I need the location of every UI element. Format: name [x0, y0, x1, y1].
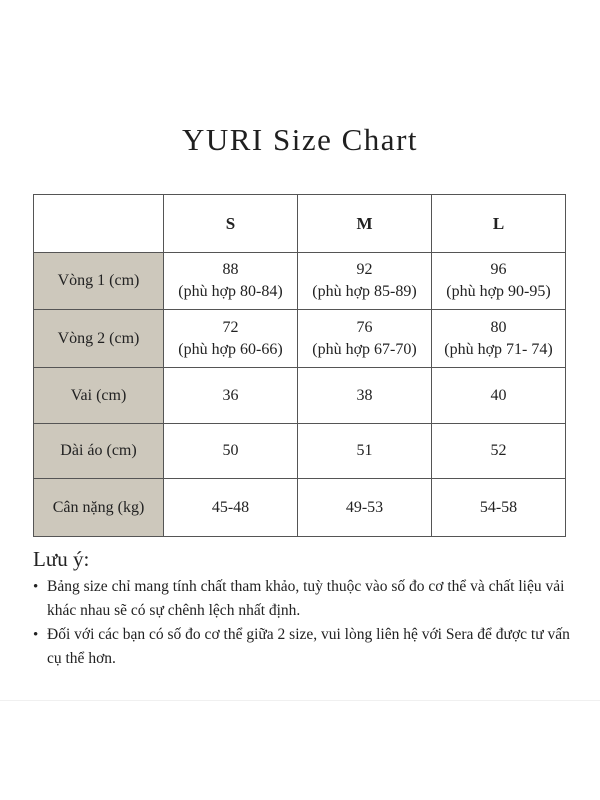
bullet-icon: • — [33, 579, 39, 595]
notes-section — [33, 545, 573, 671]
page-title: YURI Size Chart — [181, 122, 419, 157]
row-label-waist: Vòng 2 (cm) — [34, 310, 164, 368]
cell-fit-range: (phù hợp 60-66) — [178, 340, 283, 358]
note-item — [33, 575, 573, 623]
notes-title: Lưu ý: — [33, 547, 90, 571]
cell-waist-m — [298, 310, 432, 368]
cell-value: 76 — [356, 318, 373, 336]
cell-bust-l — [432, 253, 566, 310]
cell-waist-l — [432, 310, 566, 368]
header-size-m: M — [298, 195, 432, 253]
cell-value: 92 — [356, 261, 373, 278]
cell-shoulder-m: 38 — [298, 368, 432, 424]
cell-bust-s — [164, 253, 298, 310]
cell-weight-m: 49-53 — [298, 479, 432, 537]
bottom-divider — [0, 700, 600, 701]
note-text: Bảng size chỉ mang tính chất tham khảo, tuỳ thuộc vào số đo cơ thể và chất liệu vải khác nhau sẽ có sự chênh lệch nhất định. — [47, 578, 565, 619]
cell-weight-s: 45-48 — [164, 479, 298, 537]
table-header-row — [34, 195, 566, 253]
header-size-s: S — [164, 195, 298, 253]
cell-fit-range: (phù hợp 90-95) — [446, 283, 551, 300]
cell-fit-range: (phù hợp 67-70) — [312, 340, 417, 358]
cell-fit-range: (phù hợp 85-89) — [312, 283, 417, 300]
table-row-bust — [34, 253, 566, 310]
table-row-length — [34, 424, 566, 479]
table-row-waist — [34, 310, 566, 368]
size-chart-table — [33, 194, 566, 537]
cell-waist-s — [164, 310, 298, 368]
row-label-length: Dài áo (cm) — [34, 424, 164, 479]
table-row-weight — [34, 479, 566, 537]
cell-length-s: 50 — [164, 424, 298, 479]
cell-shoulder-l: 40 — [432, 368, 566, 424]
cell-value: 88 — [222, 261, 239, 278]
cell-length-l: 52 — [432, 424, 566, 479]
bullet-icon: • — [33, 627, 39, 643]
cell-fit-range: (phù hợp 80-84) — [178, 283, 283, 300]
cell-value: 80 — [490, 318, 507, 336]
header-size-l: L — [432, 195, 566, 253]
cell-weight-l: 54-58 — [432, 479, 566, 537]
cell-value: 72 — [222, 318, 239, 336]
cell-fit-range: (phù hợp 71- 74) — [444, 340, 553, 358]
note-text: Đối với các bạn có số đo cơ thể giữa 2 size, vui lòng liên hệ với Sera để được tư vấn cụ thể hơn. — [47, 626, 570, 667]
row-label-shoulder: Vai (cm) — [34, 368, 164, 424]
cell-shoulder-s: 36 — [164, 368, 298, 424]
cell-bust-m — [298, 253, 432, 310]
row-label-bust: Vòng 1 (cm) — [34, 253, 164, 310]
table-row-shoulder — [34, 368, 566, 424]
header-empty-cell — [34, 195, 164, 253]
cell-value: 96 — [490, 261, 507, 278]
note-item — [33, 623, 573, 671]
cell-length-m: 51 — [298, 424, 432, 479]
row-label-weight: Cân nặng (kg) — [34, 479, 164, 537]
